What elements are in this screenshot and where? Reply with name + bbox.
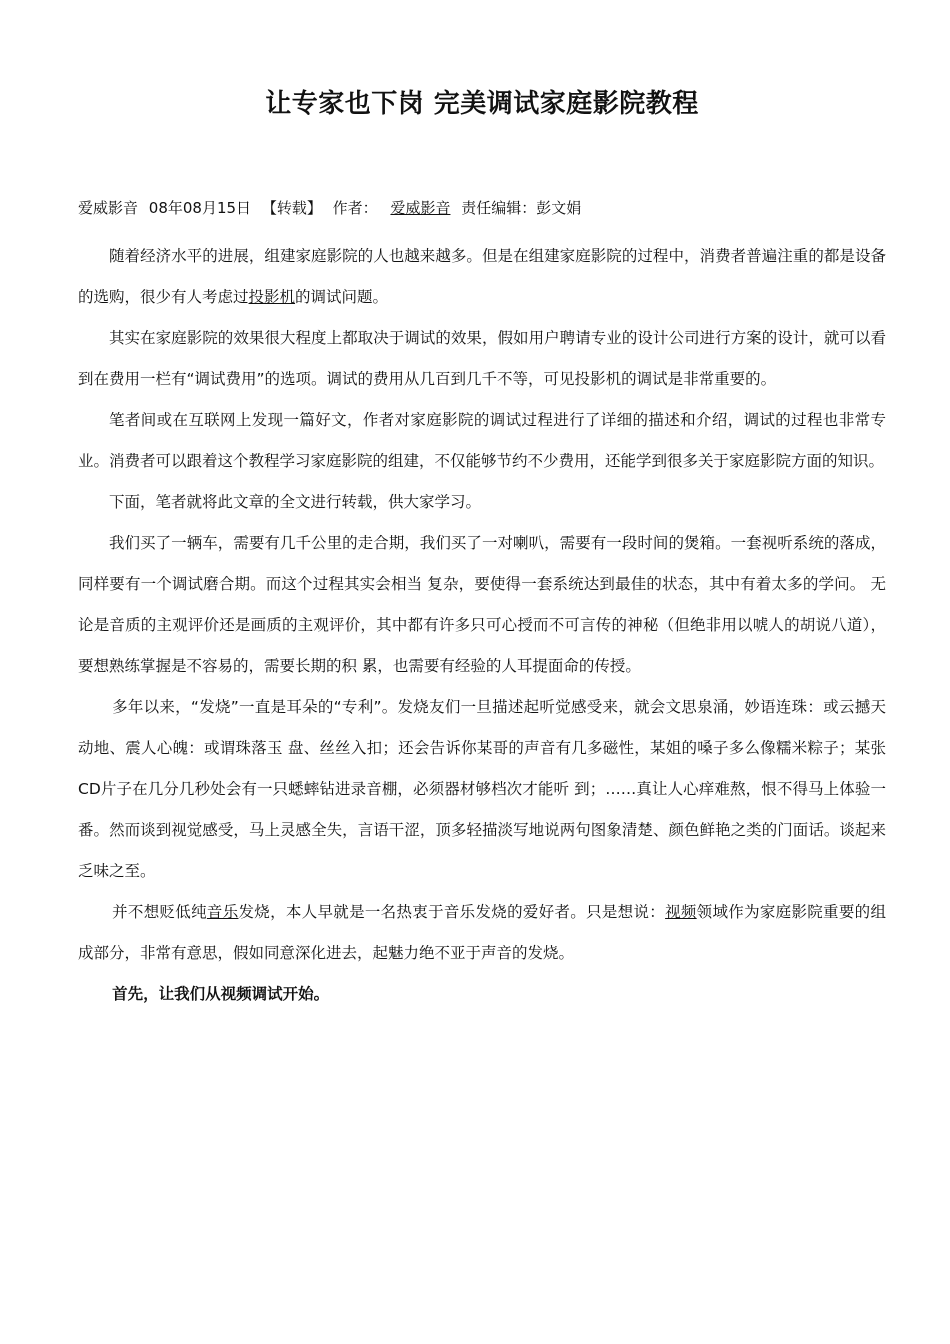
meta-date: 08年08月15日 bbox=[148, 199, 252, 217]
author-link[interactable]: 爱威影音 bbox=[390, 199, 451, 217]
paragraph-5: 我们买了一辆车，需要有几千公里的走合期，我们买了一对喇叭，需要有一段时间的煲箱。一套视听系统的落成，同样要有一个调试磨合期。而这个过程其实会相当 复杂，要使得一套系统达到最佳的状态，其中有着太多的学问。 无论是音质的主观评价还是画质的主观评价，其中都有许多只可心授而不可言传的神秘（但绝非用以唬人的胡说八道），要想熟练掌握是不容易的，需要长期的积 累，也需要有经验的人耳提面命的传授。 bbox=[78, 534, 886, 675]
paragraph-1-text-end: 的调试问题。 bbox=[295, 288, 389, 306]
paragraph-7-text-mid: 发烧，本人早就是一名热衷于音乐发烧的爱好者。只是想说： bbox=[238, 903, 666, 921]
music-link[interactable]: 音乐 bbox=[206, 903, 239, 921]
meta-editor: 责任编辑：彭文娟 bbox=[461, 199, 582, 217]
paragraph-8-heading: 首先，让我们从视频调试开始。 bbox=[112, 985, 330, 1003]
paragraph-4: 下面，笔者就将此文章的全文进行转载，供大家学习。 bbox=[109, 493, 482, 511]
paragraph-1-text: 随着经济水平的进展，组建家庭影院的人也越来越多。但是在组建家庭影院的过程中，消费者普遍注重的都是设备的选购，很少有人考虑过 bbox=[78, 247, 886, 306]
meta-author-label: 作者： bbox=[332, 199, 378, 217]
paragraph-2: 其实在家庭影院的效果很大程度上都取决于调试的效果，假如用户聘请专业的设计公司进行方案的设计，就可以看到在费用一栏有“调试费用”的选项。调试的费用从几百到几千不等，可见投影机的调试是非常重要的。 bbox=[78, 329, 886, 388]
paragraph-7-text-end: 领域作为家庭影院重要的组成部分，非常有意思，假如同意深化进去，起魅力绝不亚于声音的发烧。 bbox=[78, 903, 886, 962]
article-body bbox=[78, 236, 886, 1015]
article-meta bbox=[78, 196, 886, 220]
meta-source: 爱威影音 bbox=[78, 199, 139, 217]
video-link[interactable]: 视频 bbox=[665, 903, 697, 921]
paragraph-6: 多年以来，“发烧”一直是耳朵的“专利”。发烧友们一旦描述起听觉感受来，就会文思泉涌，妙语连珠：或云撼天动地、震人心魄：或谓珠落玉 盘、丝丝入扣；还会告诉你某哥的声音有几多磁性，某姐的嗓子多么像糯米粽子；某张CD片子在几分几秒处会有一只蟋蟀钻进录音棚，必须器材够档次才能听 到；……真让人心痒难熬，恨不得马上体验一番。然而谈到视觉感受，马上灵感全失，言语干涩，顶多轻描淡写地说两句图象清楚、颜色鲜艳之类的门面话。谈起来 乏味之至。 bbox=[78, 698, 886, 880]
paragraph-7 bbox=[78, 892, 886, 974]
paragraph-1 bbox=[78, 236, 886, 318]
meta-tag: 【转载】 bbox=[261, 199, 322, 217]
paragraph-3: 笔者间或在互联网上发现一篇好文，作者对家庭影院的调试过程进行了详细的描述和介绍，调试的过程也非常专业。消费者可以跟着这个教程学习家庭影院的组建，不仅能够节约不少费用，还能学到很多关于家庭影院方面的知识。 bbox=[78, 411, 886, 470]
projector-link[interactable]: 投影机 bbox=[248, 288, 296, 306]
article-title: 让专家也下岗 完美调试家庭影院教程 bbox=[265, 89, 699, 119]
paragraph-7-text: 并不想贬低纯 bbox=[112, 903, 207, 921]
